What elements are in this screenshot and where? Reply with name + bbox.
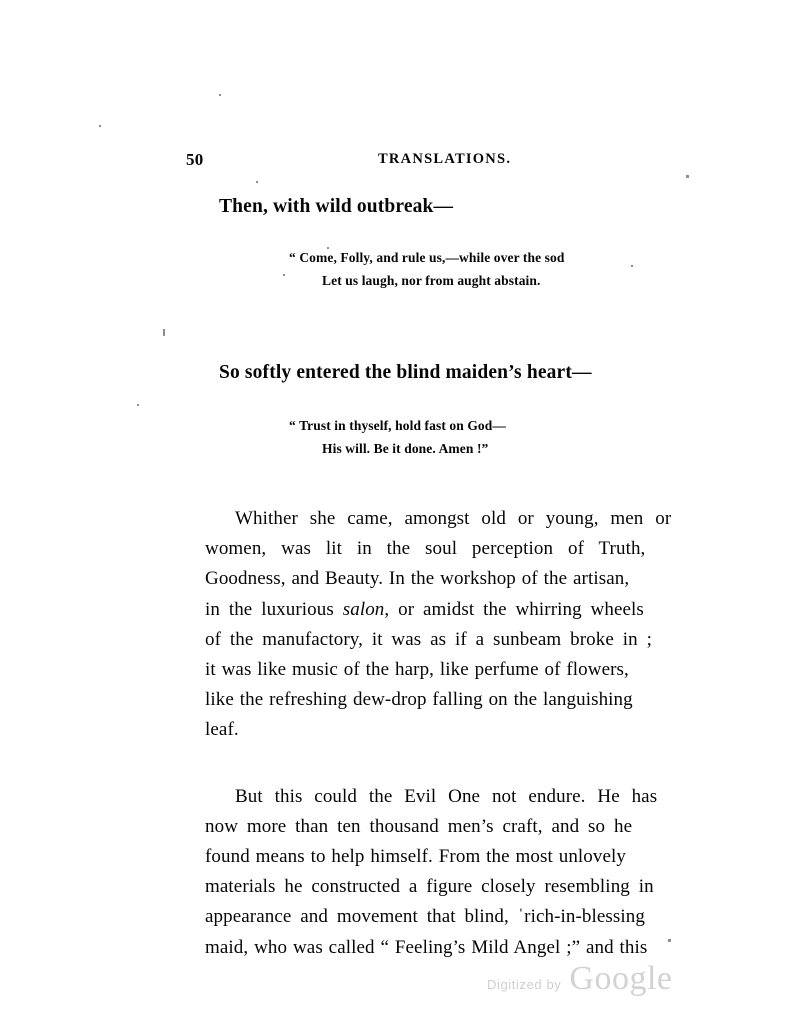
prose-line: like the refreshing dew-drop falling on the languishing (205, 689, 633, 711)
paragraph-but-this-could-the-evil-one (205, 782, 712, 963)
prose-line: women, was lit in the soul perception of Truth, (205, 538, 646, 560)
scan-speck (256, 181, 258, 183)
prose-line: of the manufactory, it was as if a sunbeam broke in ; (205, 628, 652, 650)
prose-line-segment: , or amidst the whirring wheels (384, 598, 644, 620)
italic-word-salon: salon (342, 598, 385, 620)
prose-line: leaf. (205, 719, 239, 741)
lead-line-then-with-wild-outbreak: Then, with wild outbreak— (219, 196, 454, 217)
prose-line: materials he constructed a figure closely resembling in (205, 876, 654, 898)
verse-line: “ Trust in thyself, hold fast on God— (289, 418, 506, 433)
running-head (186, 148, 726, 172)
prose-line: But this could the Evil One not endure. He has (235, 785, 658, 807)
verse-block-folly (205, 246, 712, 292)
prose-line-segment: in the luxurious (205, 598, 343, 620)
scan-speck (163, 329, 165, 336)
watermark-google-wordmark: Google (569, 960, 673, 997)
scan-speck (137, 404, 139, 406)
scan-speck (283, 274, 285, 276)
prose-line: Goodness, and Beauty. In the workshop of the artisan, (205, 568, 630, 590)
page-folio-number: 50 (186, 150, 204, 169)
prose-line: found means to help himself. From the most unlovely (205, 846, 627, 868)
scan-speck (327, 247, 329, 249)
verse-line: His will. Be it done. Amen !” (322, 441, 489, 456)
running-head-title: TRANSLATIONS. (378, 151, 512, 167)
verse-block-trust (205, 414, 712, 460)
prose-line: now more than ten thousand men’s craft, and so he (205, 815, 633, 837)
prose-line: appearance and movement that blind, ˈrich-in-blessing (205, 906, 645, 928)
prose-line-with-italic (205, 595, 712, 625)
prose-line: Whither she came, amongst old or young, men or (235, 508, 672, 529)
scan-speck (219, 94, 221, 96)
scan-speck (631, 265, 633, 267)
paragraph-whither-she-came (205, 504, 712, 746)
scan-speck (99, 125, 101, 127)
google-digitized-watermark (487, 960, 673, 1000)
scan-speck (668, 939, 671, 942)
lead-line-so-softly-entered: So softly entered the blind maiden’s heart— (219, 362, 592, 383)
text-block (205, 192, 712, 963)
prose-line: it was like music of the harp, like perfume of flowers, (205, 659, 629, 681)
watermark-digitized-by-label: Digitized by (487, 977, 562, 992)
prose-line: maid, who was called “ Feeling’s Mild Angel ;” and this (205, 936, 648, 958)
verse-line: Let us laugh, nor from aught abstain. (322, 273, 541, 288)
verse-line: “ Come, Folly, and rule us,—while over the sod (289, 250, 565, 265)
scan-speck (686, 175, 689, 178)
